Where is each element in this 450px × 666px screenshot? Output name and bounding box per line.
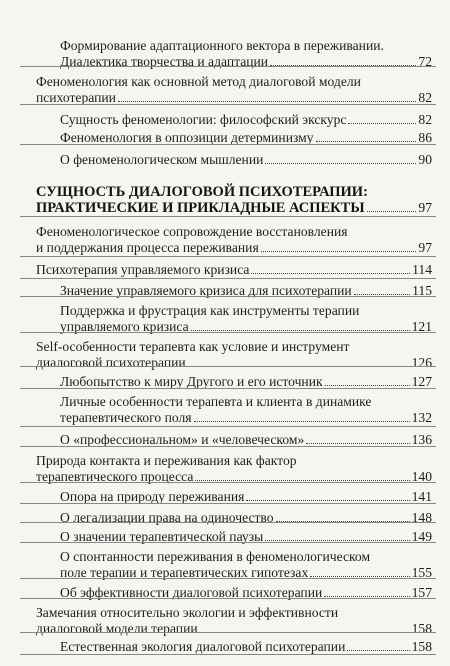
row-divider [20, 542, 436, 543]
row-divider [20, 654, 436, 655]
dot-leader [261, 251, 416, 252]
toc-page-number: 149 [411, 529, 432, 544]
dot-leader [265, 540, 409, 541]
toc-page-number: 82 [418, 112, 432, 127]
toc-entry [60, 152, 432, 168]
toc-page-number: 158 [411, 621, 432, 636]
toc-page-number: 155 [411, 565, 432, 580]
row-divider [20, 446, 436, 447]
toc-entry-title: терапевтического поля [60, 410, 192, 425]
toc-entry-title: О «профессиональном» и «человеческом» [60, 432, 305, 447]
row-divider [20, 332, 436, 333]
toc-entry [60, 510, 432, 526]
toc-entry-title: Феноменологическое сопровождение восстановления [36, 224, 348, 239]
toc-entry-title: Поддержка и фрустрация как инструменты терапии [60, 303, 360, 318]
toc-entry-title: Личные особенности терапевта и клиента в динамике [60, 394, 372, 409]
toc-entry-title: Значение управляемого кризиса для психотерапии [60, 283, 352, 298]
toc-page-number: 90 [418, 152, 432, 167]
toc-page-number: 97 [418, 240, 432, 255]
toc-entry-title: поле терапии и терапевтических гипотезах [60, 565, 309, 580]
toc-entry-title: Феноменология в оппозиции детерминизму [60, 130, 314, 145]
toc-entry-title: Природа контакта и переживания как фактор [36, 453, 297, 468]
dot-leader [325, 385, 410, 386]
toc-entry-title: Замечания относительно экологии и эффективности [36, 605, 339, 620]
toc-entry-title: диалоговой модели терапии [36, 621, 198, 636]
row-divider [20, 104, 436, 105]
toc-entry-title: О спонтанности переживания в феноменологическом [60, 549, 371, 564]
dot-leader [118, 101, 416, 102]
toc-page-number: 82 [418, 90, 432, 105]
toc-page-number: 136 [411, 432, 432, 447]
toc-page-number: 86 [418, 130, 432, 145]
toc-entry [36, 262, 432, 278]
dot-leader [191, 330, 410, 331]
dot-leader [194, 421, 410, 422]
dot-leader [354, 294, 410, 295]
toc-page-number: 157 [411, 585, 432, 600]
toc-entry [60, 394, 432, 426]
toc-page-number: 97 [418, 200, 432, 215]
dot-leader [324, 596, 409, 597]
toc-entry-title: Опора на природу переживания [60, 489, 245, 504]
dot-leader [367, 211, 416, 212]
toc-entry-title: О значении терапевтической паузы [60, 529, 264, 544]
toc-page-number: 72 [418, 54, 432, 69]
toc-entry-title: Феноменология как основной метод диалоговой модели [36, 74, 361, 89]
toc-page-number: 148 [411, 510, 432, 525]
row-divider [20, 632, 436, 633]
toc-entry-title: Любопытство к миру Другого и его источник [60, 374, 323, 389]
toc-entry [60, 549, 432, 581]
toc-entry-title: управляемого кризиса [60, 319, 189, 334]
toc-page-number: 121 [411, 319, 432, 334]
row-divider [20, 144, 436, 145]
row-divider [20, 278, 436, 279]
toc-entry-title: Психотерапия управляемого кризиса [36, 262, 250, 277]
toc-entry-title: Об эффективности диалоговой психотерапии [60, 585, 323, 600]
dot-leader [316, 141, 416, 142]
dot-leader [265, 163, 416, 164]
row-divider [20, 388, 436, 389]
row-divider [20, 366, 436, 367]
dot-leader [246, 500, 409, 501]
row-divider [20, 503, 436, 504]
toc-entry [60, 303, 432, 335]
dot-leader [347, 650, 409, 651]
row-divider [20, 482, 436, 483]
toc-entry-title: Self-особенности терапевта как условие и инструмент [36, 339, 350, 354]
row-divider [20, 296, 436, 297]
row-divider [20, 522, 436, 523]
toc-entry-title: О легализации права на одиночество [60, 510, 274, 525]
row-divider [20, 578, 436, 579]
dot-leader [195, 480, 409, 481]
toc-page-number: 140 [411, 469, 432, 484]
toc-entry [36, 74, 432, 106]
toc-page-number: 126 [411, 355, 432, 370]
dot-leader [251, 273, 410, 274]
dot-leader [348, 123, 416, 124]
dot-leader [310, 576, 409, 577]
toc-entry-title: ПРАКТИЧЕСКИЕ И ПРИКЛАДНЫЕ АСПЕКТЫ [36, 200, 365, 216]
toc-page-number: 127 [411, 374, 432, 389]
toc-entry-title: Естественная экология диалоговой психотерапии [60, 639, 346, 654]
row-divider [20, 66, 436, 67]
toc-entry-title: терапевтического процесса [36, 469, 194, 484]
toc-page-number: 115 [412, 283, 432, 298]
toc-page-number: 158 [411, 639, 432, 654]
toc-section-heading [36, 184, 432, 216]
dot-leader [306, 443, 409, 444]
toc-entry-title: О феноменологическом мышлении [60, 152, 264, 167]
toc-entry-title: диалоговой психотерапии [36, 355, 186, 370]
toc-entry-title: Формирование адаптационного вектора в переживании. [60, 38, 384, 53]
toc-entry-title: и поддержания процесса переживания [36, 240, 259, 255]
toc-page-number: 114 [412, 262, 432, 277]
row-divider [20, 256, 436, 257]
toc-entry [60, 112, 432, 128]
toc-page-number: 141 [411, 489, 432, 504]
toc-entry-title: психотерапии [36, 90, 116, 105]
row-divider [20, 426, 436, 427]
row-divider [20, 216, 436, 217]
toc-entry [60, 639, 432, 655]
toc-entry [36, 224, 432, 256]
toc-page-number: 132 [411, 410, 432, 425]
toc-entry-title: СУЩНОСТЬ ДИАЛОГОВОЙ ПСИХОТЕРАПИИ: [36, 184, 368, 200]
row-divider [20, 598, 436, 599]
toc-entry-title: Диалектика творчества и адаптации [60, 54, 269, 69]
toc-entry-title: Сущность феноменологии: философский экскурс [60, 112, 347, 127]
toc-entry [36, 453, 432, 485]
